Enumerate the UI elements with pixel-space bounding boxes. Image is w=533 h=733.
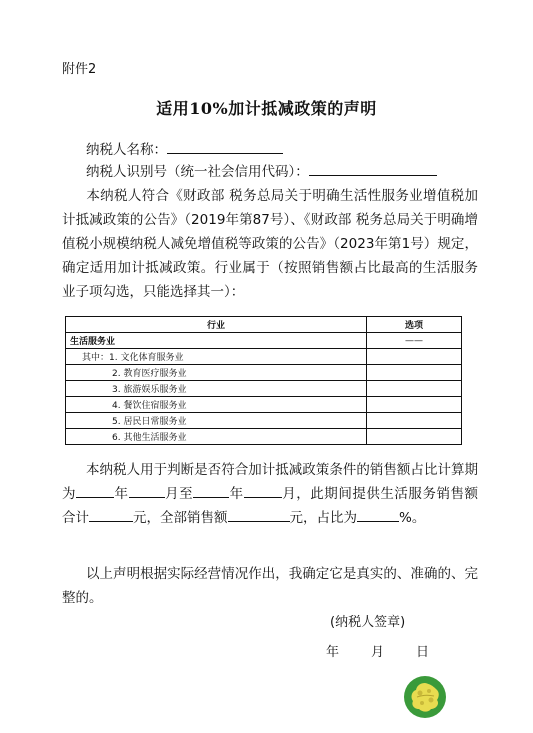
date-day: 日 — [416, 645, 430, 660]
ratio-yuan-1: 元，全部销售额 — [133, 510, 228, 526]
table-row — [66, 381, 462, 397]
industry-cell: 其中：1. 文化体育服务业 — [66, 349, 367, 365]
table-row — [66, 349, 462, 365]
option-checkbox-cell[interactable] — [367, 429, 462, 445]
taxpayer-name-blank[interactable] — [167, 138, 283, 154]
taxpayer-id-field — [86, 160, 437, 180]
table-header-row — [66, 317, 462, 333]
category-cell: 生活服务业 — [66, 333, 367, 349]
table-row — [66, 397, 462, 413]
date-year: 年 — [326, 645, 340, 660]
industry-cell: 5. 居民日常服务业 — [66, 413, 367, 429]
signature-label: (纳税人签章) — [330, 615, 406, 630]
declaration-text: 本纳税人符合《财政部 税务总局关于明确生活性服务业增值税加计抵减政策的公告》（2019年第87号）、《财政部 税务总局关于明确增值税小规模纳税人减免增值税等政策的公告》（2023年第1号）规定，确定适用加计抵减政策。行业属于（按照销售额占比最高的生活服务业子项勾选，只能选择其一）： — [62, 188, 478, 300]
option-checkbox-cell[interactable] — [367, 349, 462, 365]
date-month: 月 — [371, 645, 385, 660]
header-option: 选项 — [367, 317, 462, 333]
option-checkbox-cell[interactable] — [367, 365, 462, 381]
industry-cell: 4. 餐饮住宿服务业 — [66, 397, 367, 413]
table-row — [66, 333, 462, 349]
total-sales-blank[interactable] — [228, 507, 290, 522]
start-year-blank[interactable] — [76, 483, 114, 498]
table-row — [66, 429, 462, 445]
ratio-year-1: 年 — [114, 486, 129, 502]
industry-cell: 2. 教育医疗服务业 — [66, 365, 367, 381]
ratio-year-2: 年 — [229, 486, 244, 502]
ratio-percent-blank[interactable] — [357, 507, 399, 522]
taxpayer-name-label: 纳税人名称： — [86, 142, 167, 158]
sales-ratio-paragraph — [62, 458, 478, 530]
option-checkbox-cell[interactable] — [367, 413, 462, 429]
table-row — [66, 413, 462, 429]
ratio-month-1: 月至 — [164, 486, 194, 502]
table-row — [66, 365, 462, 381]
category-option-cell: —— — [367, 333, 462, 349]
ratio-month-2: 月，此期间提供生活服务销售额合计 — [62, 486, 479, 526]
ratio-percent-suffix: %。 — [399, 510, 426, 526]
start-month-blank[interactable] — [129, 483, 165, 498]
industry-table — [65, 316, 462, 445]
industry-cell: 6. 其他生活服务业 — [66, 429, 367, 445]
end-year-blank[interactable] — [193, 483, 229, 498]
declaration-paragraph — [62, 184, 478, 304]
header-industry: 行业 — [66, 317, 367, 333]
attachment-label: 附件2 — [62, 62, 97, 77]
life-service-sales-blank[interactable] — [89, 507, 133, 522]
taxpayer-id-label: 纳税人识别号（统一社会信用代码）： — [86, 164, 309, 180]
option-checkbox-cell[interactable] — [367, 397, 462, 413]
taxpayer-name-field — [86, 138, 283, 158]
seal-stamp-icon — [403, 675, 447, 719]
industry-cell: 3. 旅游娱乐服务业 — [66, 381, 367, 397]
confirmation-text: 以上声明根据实际经营情况作出，我确定它是真实的、准确的、完整的。 — [62, 566, 478, 606]
taxpayer-id-blank[interactable] — [309, 160, 437, 176]
ratio-yuan-2: 元，占比为 — [289, 510, 357, 526]
ratio-text-1: 本纳税人用于判断是否符合加计抵减政策条件的销售额占比计算期为 — [62, 462, 478, 502]
option-checkbox-cell[interactable] — [367, 381, 462, 397]
page-title: 适用10%加计抵减政策的声明 — [156, 99, 377, 118]
date-line — [326, 641, 461, 660]
confirmation-paragraph — [62, 562, 478, 610]
end-month-blank[interactable] — [244, 483, 282, 498]
